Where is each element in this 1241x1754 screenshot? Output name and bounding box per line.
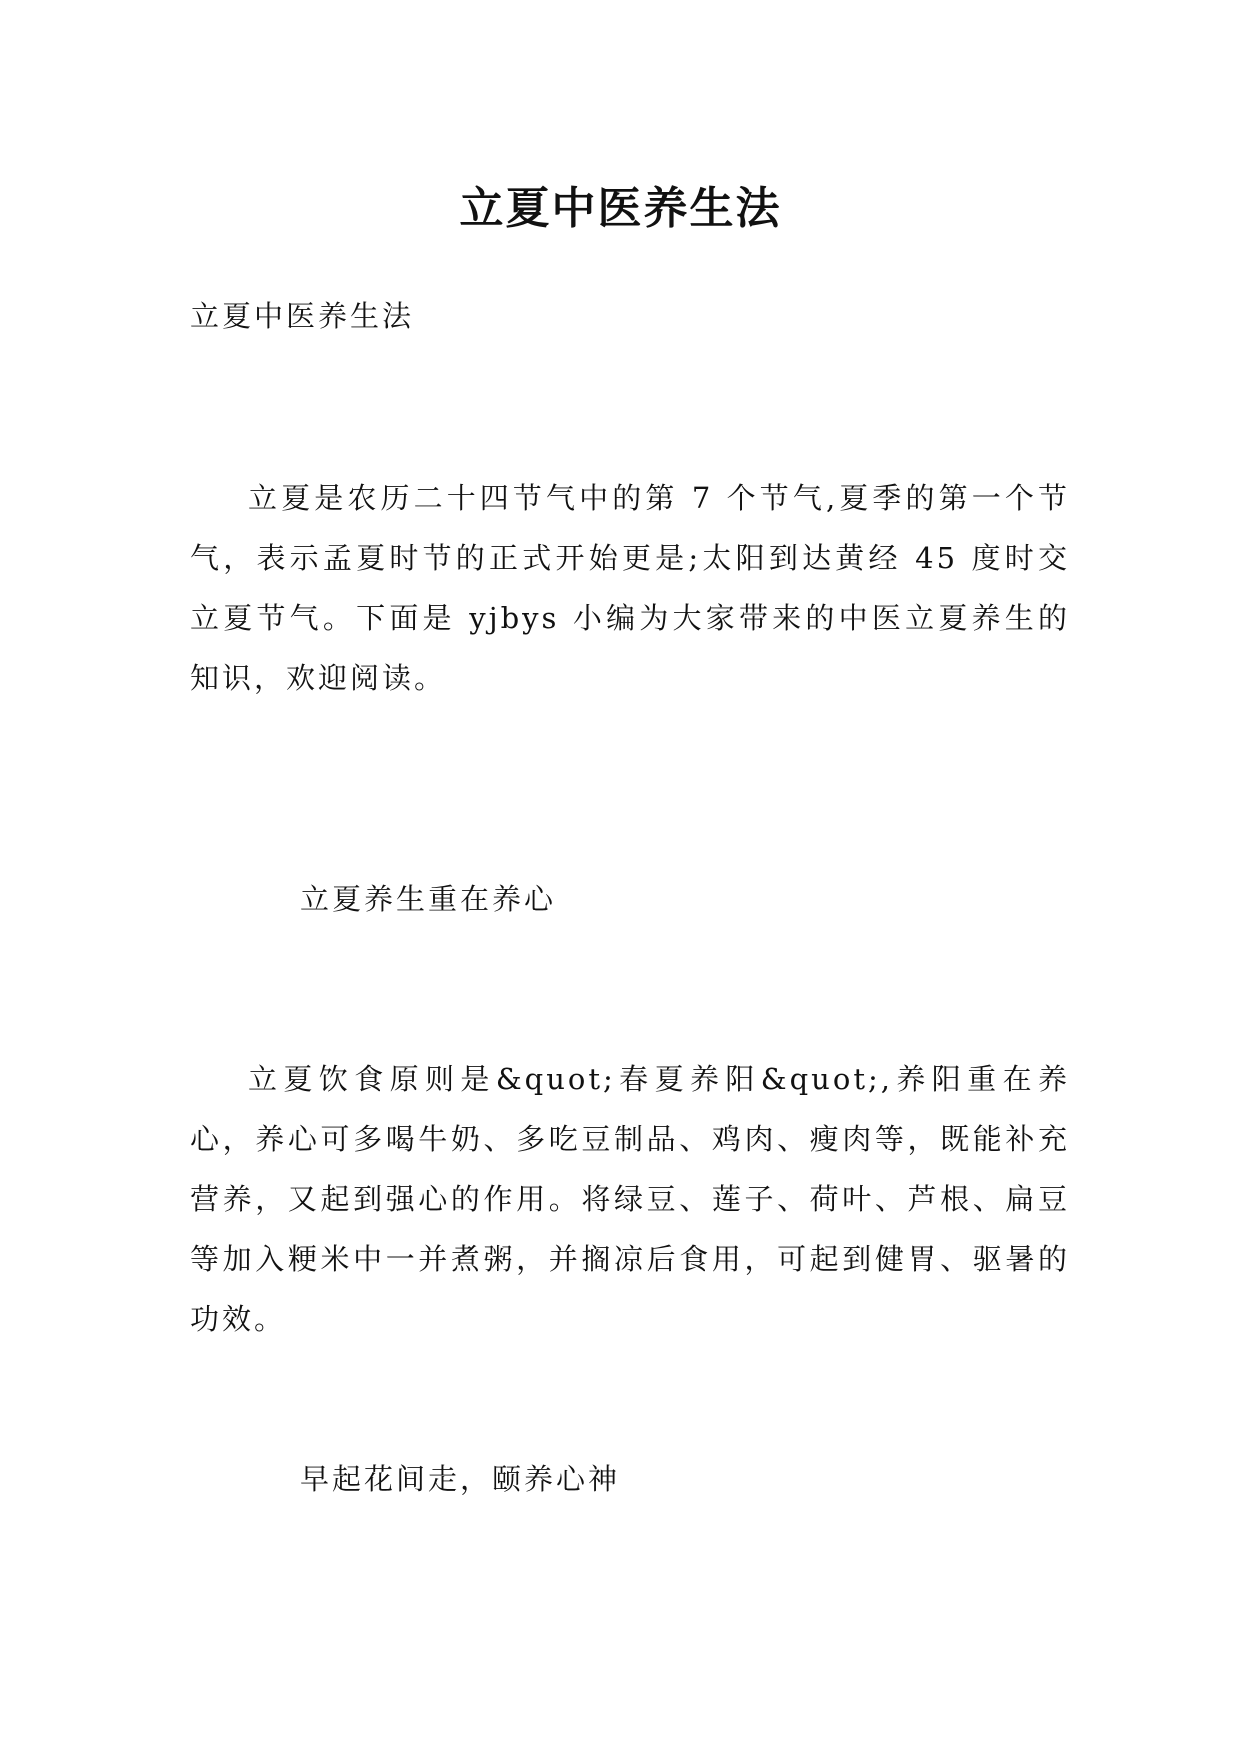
diet-paragraph: 立夏饮食原则是&quot;春夏养阳&quot;,养阳重在养心，养心可多喝牛奶、多吃豆制品、鸡肉、瘦肉等，既能补充营养，又起到强心的作用。将绿豆、莲子、荷叶、芦根、扁豆等加入粳米中一并煮粥，并搁凉后食用，可起到健胃、驱暑的功效。 [190, 1062, 1070, 1336]
document-subtitle: 立夏中医养生法 [190, 299, 415, 333]
section-heading-nourish-heart: 立夏养生重在养心 [300, 882, 557, 916]
document-title: 立夏中医养生法 [459, 183, 782, 235]
intro-paragraph: 立夏是农历二十四节气中的第 7 个节气,夏季的第一个节气，表示孟夏时节的正式开始更是;太阳到达黄经 45 度时交立夏节气。下面是 yjbys 小编为大家带来的中医立夏养生的知识，欢迎阅读。 [190, 481, 1070, 695]
section-heading-morning-walk: 早起花间走，颐养心神 [300, 1462, 621, 1496]
